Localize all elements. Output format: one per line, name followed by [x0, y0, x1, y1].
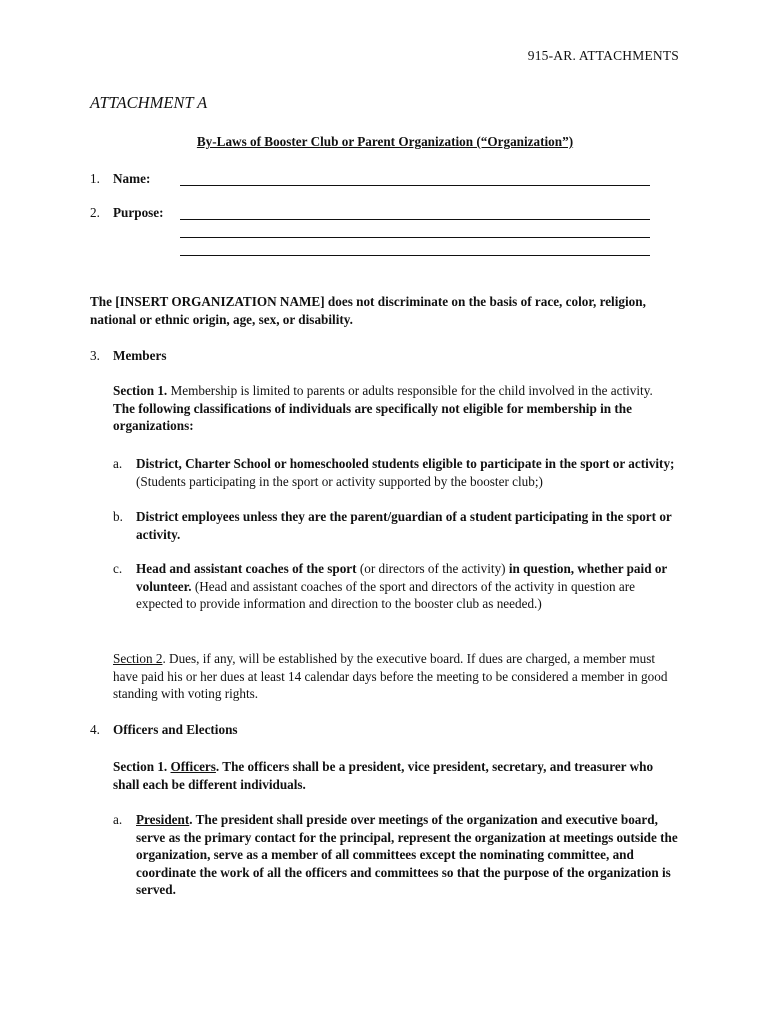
- section-2-label: Section 2: [113, 651, 163, 666]
- members-section-1: [113, 382, 678, 435]
- president-underlined: President: [136, 812, 190, 827]
- purpose-field-line-3[interactable]: [180, 255, 650, 256]
- officers-section-1-label: Section 1.: [113, 759, 171, 774]
- members-number: 3.: [90, 348, 100, 363]
- bylaws-title: By-Laws of Booster Club or Parent Organization (“Organization”): [196, 134, 574, 149]
- ineligible-item-a: [113, 455, 683, 490]
- item-c-bold: Head and assistant coaches of the sport: [136, 561, 357, 576]
- section-1-label: Section 1.: [113, 383, 168, 398]
- members-title: Members: [113, 348, 167, 363]
- item-b-label: b.: [113, 509, 123, 524]
- officers-section-1-text: . The officers shall be a president, vice president, secretary, and treasurer who shall each be different individuals.: [113, 759, 654, 792]
- members-section-2: [113, 650, 673, 703]
- name-row: [90, 170, 150, 188]
- purpose-number: 2.: [90, 205, 100, 220]
- purpose-field-line-2[interactable]: [180, 237, 650, 238]
- item-a-text: (Students participating in the sport or activity supported by the booster club;): [136, 473, 543, 489]
- item-b-bold: District employees unless they are the parent/guardian of a student participating in the sport or activity.: [136, 509, 672, 542]
- purpose-field-line-1[interactable]: [180, 219, 650, 220]
- item-c-text: (or directors of the activity): [356, 561, 509, 576]
- name-number: 1.: [90, 171, 100, 186]
- nondiscrimination-statement: The [INSERT ORGANIZATION NAME] does not discriminate on the basis of race, color, religion, national or ethnic origin, age, sex, or disability.: [90, 294, 646, 327]
- ineligible-item-c: [113, 560, 683, 613]
- officers-title: Officers and Elections: [113, 722, 238, 737]
- name-field[interactable]: [180, 185, 650, 186]
- item-a-label: a.: [113, 456, 123, 471]
- purpose-label: Purpose:: [113, 205, 164, 220]
- purpose-row: [90, 204, 164, 222]
- officers-underlined: Officers: [170, 759, 216, 774]
- members-heading: [90, 347, 166, 365]
- section-1-text: Membership is limited to parents or adults responsible for the child involved in the activity.: [167, 383, 653, 398]
- page-header: 915-AR. ATTACHMENTS: [527, 48, 679, 63]
- section-2-text: . Dues, if any, will be established by the executive board. If dues are charged, a member must have paid his or her dues at least 14 calendar days before the meeting to be considered a member in good standing with voting rights.: [113, 651, 668, 701]
- officers-number: 4.: [90, 722, 100, 737]
- president-text: . The president shall preside over meetings of the organization and executive board, serve as the primary contact for the principal, represent the organization at meetings outside the organization, serve as a member of all committees except the nominating committee, and coordinate the work of all the officers and committees so that the purpose of the organization is served.: [136, 812, 678, 897]
- item-c-label: c.: [113, 561, 123, 576]
- president-item: [113, 811, 683, 899]
- section-1-bold-text: The following classifications of individuals are specifically not eligible for membership in the organizations:: [113, 400, 632, 433]
- ineligible-item-b: [113, 508, 683, 543]
- item-c-text-2: (Head and assistant coaches of the sport and directors of the activity in question are expected to provide information and direction to the booster club as needed.): [136, 578, 636, 611]
- item-a-bold: District, Charter School or homeschooled students eligible to participate in the sport or activity;: [136, 456, 675, 471]
- officers-heading: [90, 721, 238, 739]
- item-c-bold-2: in question, whether paid or volunteer.: [136, 561, 668, 594]
- name-label: Name:: [113, 171, 151, 186]
- president-label: a.: [113, 812, 123, 827]
- officers-section-1: [113, 758, 673, 793]
- attachment-title: ATTACHMENT A: [90, 93, 208, 112]
